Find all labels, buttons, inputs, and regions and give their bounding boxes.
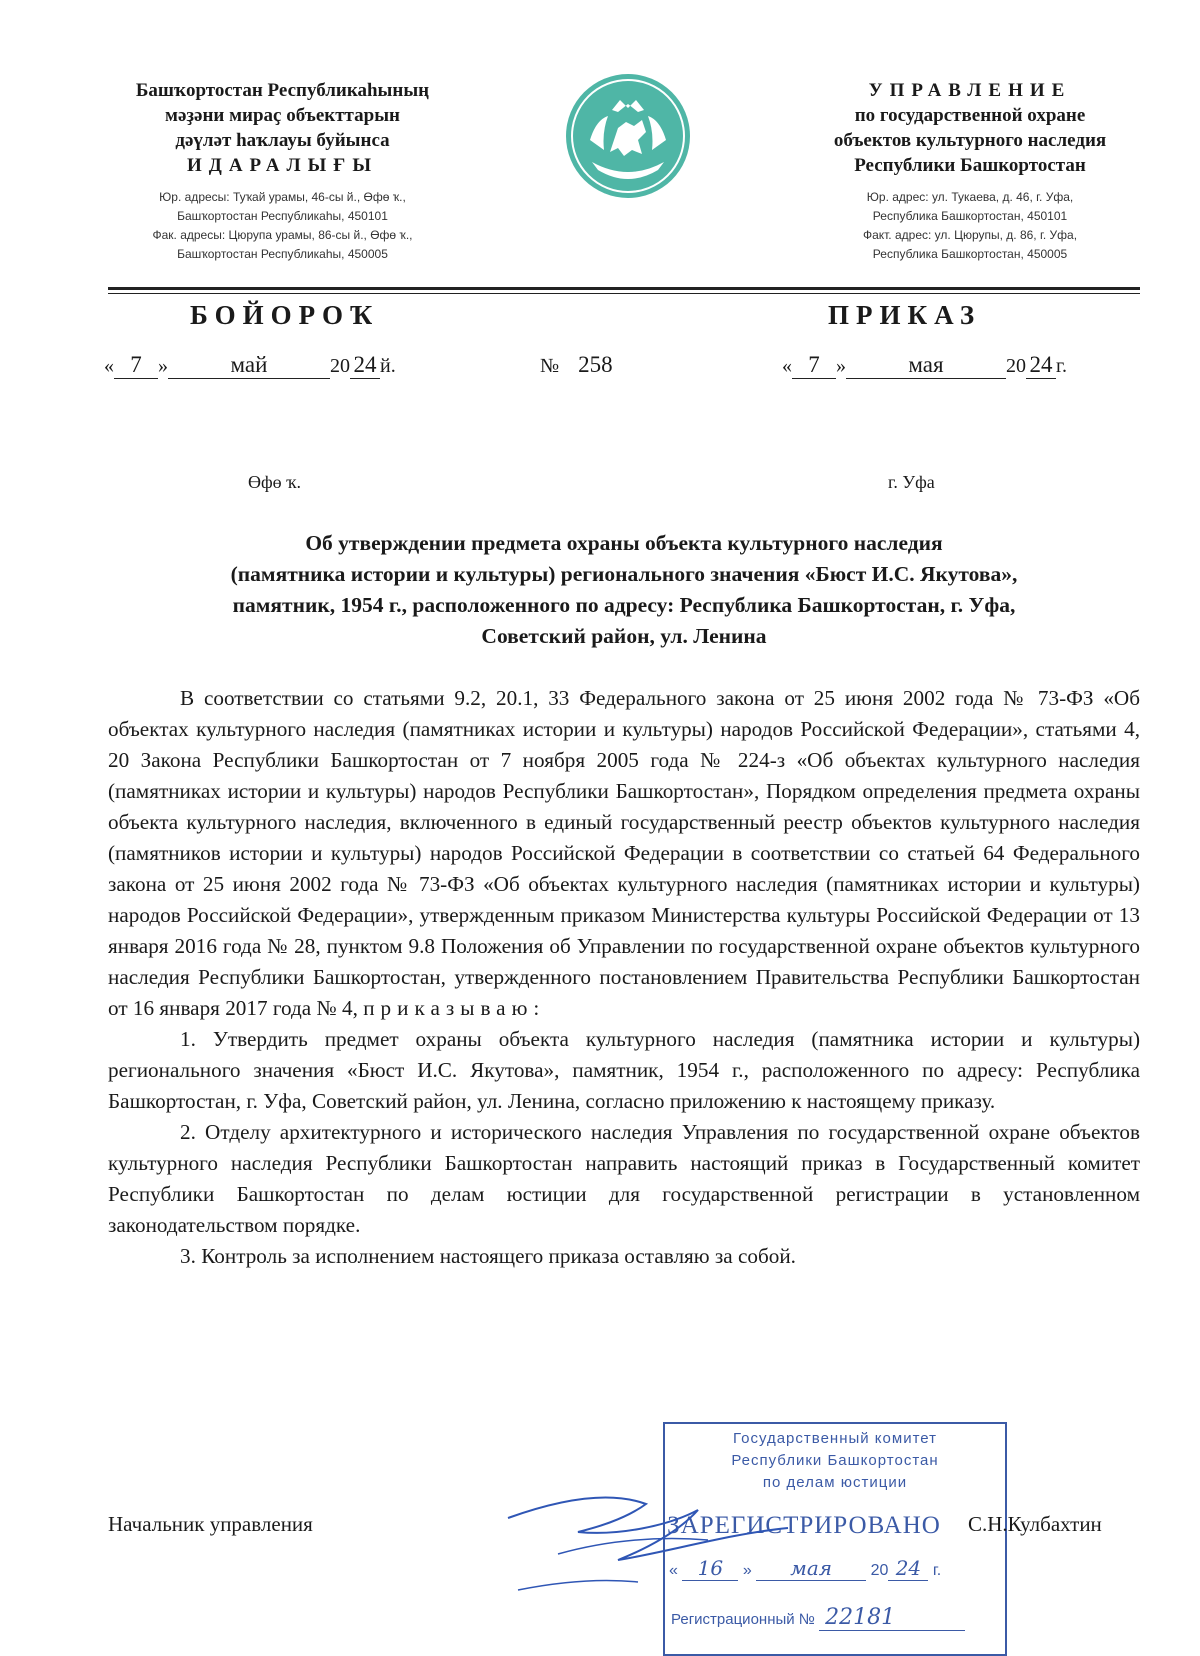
address-line: Республика Башкортостан, 450005 (872, 247, 1068, 261)
bashkortostan-emblem-icon (562, 70, 694, 202)
address-ru (780, 188, 1160, 264)
org-name-ru (780, 78, 1160, 178)
date-month: мая (846, 352, 1006, 379)
header-right (780, 78, 1160, 264)
preamble-text: В соответствии со статьями 9.2, 20.1, 33 Федерального закона от 25 июня 2002 года № 73-ФЗ «Об объектах культурного наследия (памятниках истории и культуры) народов Российской Федерации», статьями 4, 20 Закона Республики Башкортостан от 7 ноября 2005 года № 224-з «Об объектах культурного наследия (памятниках истории и культуры) народов Республики Башкортостан», Порядком определения предмета охраны объекта культурного наследия, включенного в единый государственный реестр объектов культурного наследия (памятников истории и культуры) народов Российской Федерации в соответствии со статьей 64 Федерального закона от 25 июня 2002 года № 73-ФЗ «Об объектах культурного наследия (памятниках истории и культуры) народов Российской Федерации», утвержденным приказом Министерства культуры Российской Федерации от 13 января 2016 года № 28, пунктом 9.8 Положения об Управлении по государственной охране объектов культурного наследия Республики Башкортостан, утвержденного постановлением Правительства Республики Башкортостан от 16 января 2017 года № 4, (108, 686, 1140, 1020)
date-ru (782, 352, 1067, 379)
org-line: Башҡортостан Республикаһының (135, 80, 430, 101)
quote-close: » (158, 355, 168, 377)
address-line: Фак. адресы: Цюрупа урамы, 86-сы й., Өфө ҡ., (152, 228, 413, 242)
date-unit: г. (1056, 355, 1067, 377)
stamp-year-suffix: 24 (888, 1556, 928, 1581)
order-item: 2. Отделу архитектурного и исторического наследия Управления по государственной охране объектов культурного наследия Республики Башкортостан направить настоящий приказ в Государственный комитет Республики Башкортостан по делам юстиции для государственной регистрации в установленном законодательством порядке. (108, 1120, 1140, 1237)
date-year-prefix: 20 (1006, 355, 1026, 377)
org-line: Республики Башкортостан (854, 155, 1086, 176)
stamp-line: по делам юстиции (762, 1474, 908, 1491)
city-ru: г. Уфа (888, 472, 935, 492)
date-unit: й. (380, 355, 396, 377)
stamp-reg (665, 1605, 1005, 1631)
address-line: Юр. адрес: ул. Тукаева, д. 46, г. Уфа, (866, 190, 1074, 204)
date-day: 7 (114, 352, 158, 379)
quote-close: » (742, 1562, 752, 1579)
stamp-registered: ЗАРЕГИСТРИРОВАНО (667, 1512, 941, 1539)
header-left (100, 78, 465, 264)
title-line: памятник, 1954 г., расположенного по адресу: Республика Башкортостан, г. Уфа, (232, 593, 1016, 617)
address-line: Факт. адрес: ул. Цюрупы, д. 86, г. Уфа, (862, 228, 1078, 242)
quote-open: « (669, 1562, 678, 1579)
quote-close: » (836, 355, 846, 377)
address-line: Башҡортостан Республикаһы, 450101 (177, 209, 388, 223)
order-word: приказываю: (363, 996, 546, 1020)
address-line: Юр. адресы: Туҡай урамы, 46-сы й., Өфө ҡ., (159, 190, 406, 204)
quote-open: « (782, 355, 792, 377)
preamble-paragraph (108, 683, 1140, 1024)
number-value: 258 (578, 352, 613, 377)
date-ba (104, 352, 396, 379)
stamp-reg-number: 22181 (819, 1605, 965, 1631)
org-line: по государственной охране (854, 105, 1086, 126)
address-line: Башҡортостан Республикаһы, 450005 (177, 247, 388, 261)
order-item: 1. Утвердить предмет охраны объекта культурного наследия (памятника истории и культуры) регионального значения «Бюст И.С. Якутова», памятник, 1954 г., расположенного по адресу: Республика Башкортостан, г. Уфа, Советский район, ул. Ленина, согласно приложению к настоящему приказу. (108, 1027, 1140, 1113)
quote-open: « (104, 355, 114, 377)
date-year-prefix: 20 (330, 355, 350, 377)
org-name-ba (100, 78, 465, 178)
title-line: (памятника истории и культуры) регионального значения «Бюст И.С. Якутова», (230, 562, 1018, 586)
signer-position: Начальник управления (108, 1512, 313, 1536)
signer-name: С.Н.Кулбахтин (968, 1512, 1102, 1536)
stamp-line: Государственный комитет (733, 1430, 937, 1447)
org-line: дәүләт һаҡлауы буйынса (175, 130, 390, 151)
order-item: 3. Контроль за исполнением настоящего приказа оставляю за собой. (180, 1244, 796, 1268)
stamp-year-unit: г. (932, 1562, 942, 1579)
date-day: 7 (792, 352, 836, 379)
date-year-suffix: 24 (350, 352, 380, 379)
doc-type-ru: ПРИКАЗ (828, 300, 982, 330)
header-divider (108, 287, 1140, 290)
date-year-suffix: 24 (1026, 352, 1056, 379)
stamp-month: мая (756, 1556, 866, 1581)
stamp-line: Республики Башкортостан (731, 1452, 939, 1469)
title-line: Советский район, ул. Ленина (481, 624, 767, 648)
address-line: Республика Башкортостан, 450101 (872, 209, 1068, 223)
header-divider-thin (108, 293, 1140, 294)
org-line: ИДАРАЛЫҒЫ (186, 155, 379, 176)
stamp-day: 16 (682, 1556, 738, 1581)
org-line: УПРАВЛЕНИЕ (868, 80, 1072, 101)
handwritten-signature (498, 1470, 798, 1600)
date-month: май (168, 352, 330, 379)
document-body (108, 683, 1140, 1272)
org-line: объектов культурного наследия (833, 130, 1107, 151)
stamp-reg-label: Регистрационный № (671, 1611, 815, 1628)
stamp-year-prefix: 20 (870, 1562, 889, 1579)
number-label: № (540, 355, 560, 377)
city-ba: Өфө ҡ. (248, 472, 301, 492)
title-line: Об утверждении предмета охраны объекта культурного наследия (305, 531, 943, 555)
order-number (540, 352, 613, 378)
org-line: мәҙәни мираҫ объекттарын (165, 105, 400, 126)
doc-type-ba: БОЙОРОҠ (190, 300, 380, 330)
address-ba (100, 188, 465, 264)
document-title (108, 528, 1140, 652)
